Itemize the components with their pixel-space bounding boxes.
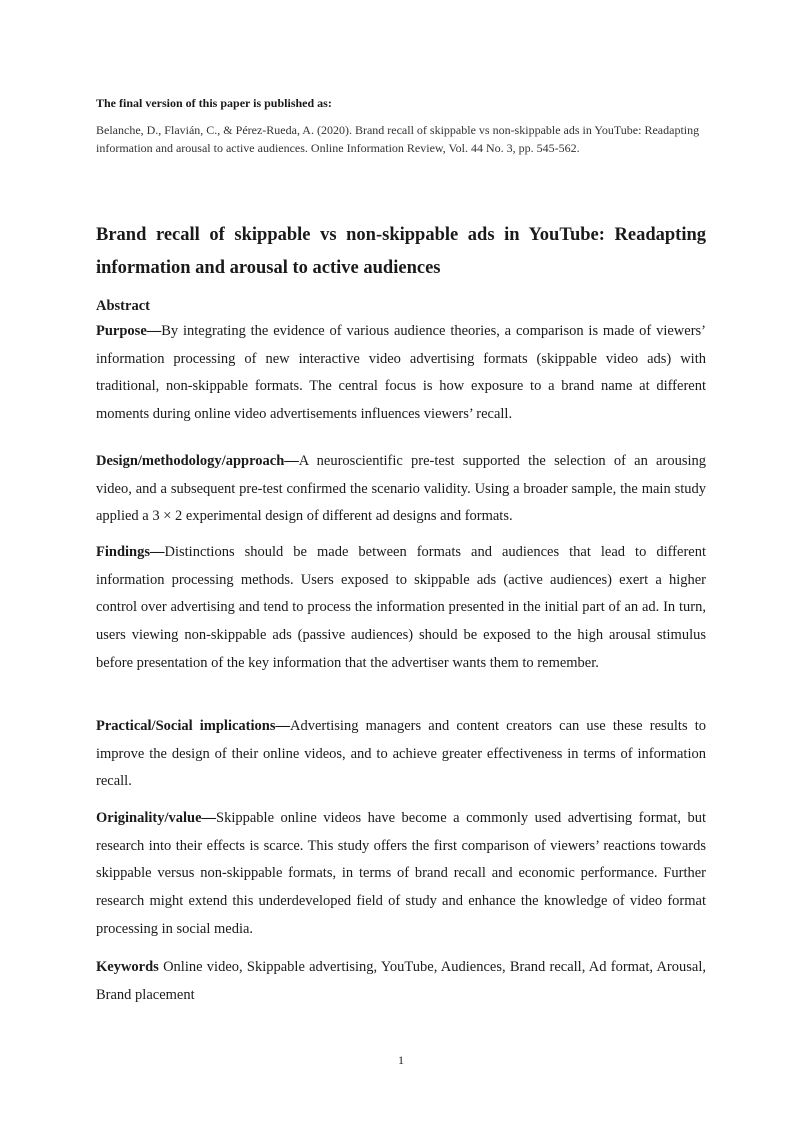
- abstract-heading: Abstract: [96, 298, 150, 314]
- published-label: The final version of this paper is published as:: [96, 96, 332, 110]
- section-text: A neuroscientific pre-test supported the selection of an arousing video, and a subsequent pre-test confirmed the scenario validity. Using a broader sample, the main study applied a 3 × 2 experimental design of different ad designs and formats.: [96, 453, 706, 525]
- section-text: By integrating the evidence of various audience theories, a comparison is made of viewers’ information processing of new interactive video advertising formats (skippable video ads) with traditional, non-skippable formats. The central focus is how exposure to a brand name at different moments during online video advertisements influences viewers’ recall.: [96, 323, 706, 423]
- keywords-section: [96, 954, 706, 1009]
- section-label: Originality/value—: [96, 810, 217, 826]
- section-text: Advertising managers and content creators can use these results to improve the design of their online videos, and to achieve greater effectiveness in terms of information recall.: [96, 718, 706, 790]
- page-number: 1: [398, 1053, 404, 1067]
- citation: Belanche, D., Flavián, C., & Pérez-Rueda, A. (2020). Brand recall of skippable vs non-skippable ads in YouTube: Readapting information and arousal to active audiences. Online Information Review, Vol. 44 No. 3, pp. 545-562.: [96, 123, 700, 155]
- abstract-section-originality: [96, 805, 706, 944]
- paper-title: Brand recall of skippable vs non-skippable ads in YouTube: Readapting information and arousal to active audiences: [96, 225, 706, 278]
- abstract-section-findings: [96, 539, 706, 678]
- section-label: Design/methodology/approach—: [96, 453, 299, 469]
- abstract-section-design: [96, 448, 706, 531]
- section-text: Skippable online videos have become a commonly used advertising format, but research into their effects is scarce. This study offers the first comparison of viewers’ reactions towards skippable versus non-skippable formats, in terms of brand recall and economic performance. Further research might extend this underdeveloped field of study and enhance the knowledge of video format processing in social media.: [96, 810, 706, 937]
- keywords-text: Online video, Skippable advertising, YouTube, Audiences, Brand recall, Ad format, Arousal, Brand placement: [96, 959, 706, 1003]
- section-label: Purpose—: [96, 323, 162, 339]
- abstract-section-practical: [96, 713, 706, 796]
- section-text: Distinctions should be made between formats and audiences that lead to different information processing methods. Users exposed to skippable ads (active audiences) exert a higher control over advertising and tend to process the information presented in the initial part of an ad. In turn, users viewing non-skippable ads (passive audiences) should be exposed to the high arousal stimulus before presentation of the key information that the advertiser wants them to remember.: [96, 544, 706, 671]
- abstract-section-purpose: [96, 318, 706, 429]
- section-label: Findings—: [96, 544, 165, 560]
- section-label: Practical/Social implications—: [96, 718, 290, 734]
- keywords-label: Keywords: [96, 959, 159, 975]
